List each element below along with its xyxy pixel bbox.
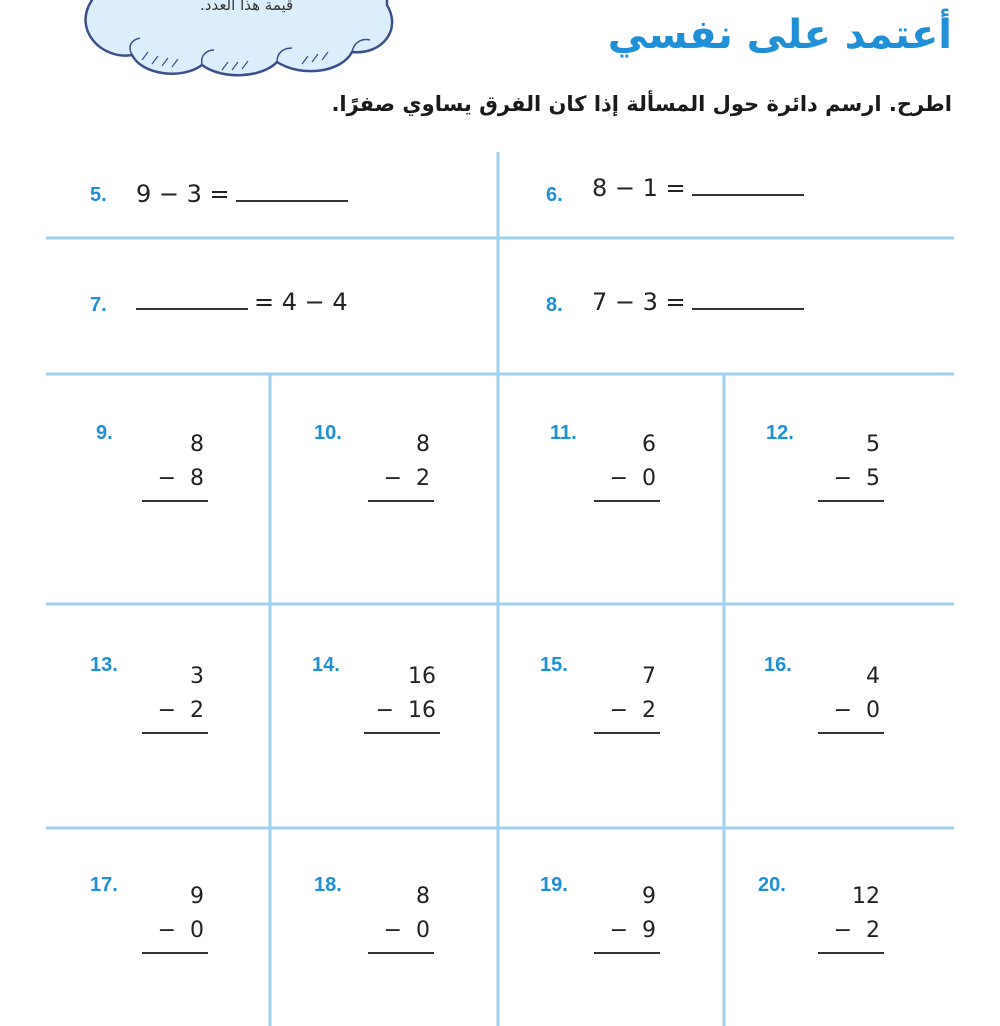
answer-line[interactable] — [142, 952, 208, 954]
equation-text: 9 − 3 = — [136, 180, 230, 208]
subtrahend: 16 — [408, 698, 436, 723]
problem-number: 20. — [758, 874, 786, 896]
problem-18 — [368, 880, 434, 954]
minus-sign: − — [383, 466, 402, 491]
subtrahend: 0 — [190, 918, 204, 943]
minus-sign: − — [833, 918, 852, 943]
minuend: 7 — [642, 664, 656, 689]
subtrahend: 9 — [642, 918, 656, 943]
minus-sign: − — [375, 698, 394, 723]
minus-sign: − — [833, 466, 852, 491]
subtrahend: 0 — [416, 918, 430, 943]
problem-7 — [130, 288, 348, 316]
answer-line[interactable] — [818, 500, 884, 502]
minus-sign: − — [157, 466, 176, 491]
answer-line[interactable] — [142, 732, 208, 734]
problem-number: 10. — [314, 422, 342, 444]
minus-sign: − — [157, 698, 176, 723]
instruction-text: اطرح. ارسم دائرة حول المسألة إذا كان الفرق يساوي صفرًا. — [331, 92, 952, 116]
problem-number: 15. — [540, 654, 568, 676]
answer-blank[interactable] — [692, 174, 804, 196]
minus-sign: − — [833, 698, 852, 723]
problem-number: 14. — [312, 654, 340, 676]
minus-sign: − — [383, 918, 402, 943]
minuend: 4 — [866, 664, 880, 689]
problem-number: 16. — [764, 654, 792, 676]
problem-16 — [818, 660, 884, 734]
minus-sign: − — [609, 918, 628, 943]
problem-11 — [594, 428, 660, 502]
problem-19 — [594, 880, 660, 954]
minuend: 5 — [866, 432, 880, 457]
answer-line[interactable] — [142, 500, 208, 502]
answer-blank[interactable] — [136, 288, 248, 310]
problem-12 — [818, 428, 884, 502]
minuend: 8 — [416, 432, 430, 457]
answer-line[interactable] — [818, 732, 884, 734]
minus-sign: − — [609, 466, 628, 491]
problem-8 — [592, 288, 810, 316]
answer-line[interactable] — [368, 952, 434, 954]
equation-text: = 4 − 4 — [254, 288, 348, 316]
equation-text: 7 − 3 = — [592, 288, 686, 316]
answer-line[interactable] — [368, 500, 434, 502]
minus-sign: − — [609, 698, 628, 723]
problem-number: 12. — [766, 422, 794, 444]
minuend: 9 — [190, 884, 204, 909]
problem-6 — [592, 174, 810, 202]
problem-number: 5. — [90, 184, 107, 206]
problem-10 — [368, 428, 434, 502]
subtrahend: 2 — [190, 698, 204, 723]
cloud-text: قيمة هذا العدد. — [200, 0, 294, 14]
problem-number: 7. — [90, 294, 107, 316]
problem-number: 18. — [314, 874, 342, 896]
problem-number: 13. — [90, 654, 118, 676]
minus-sign: − — [157, 918, 176, 943]
problem-9 — [142, 428, 208, 502]
minuend: 3 — [190, 664, 204, 689]
minuend: 16 — [408, 664, 436, 689]
answer-line[interactable] — [364, 732, 440, 734]
minuend: 8 — [416, 884, 430, 909]
subtrahend: 2 — [866, 918, 880, 943]
problem-15 — [594, 660, 660, 734]
subtrahend: 0 — [642, 466, 656, 491]
subtrahend: 8 — [190, 466, 204, 491]
problem-5 — [136, 180, 354, 208]
problem-number: 11. — [550, 422, 577, 444]
subtrahend: 5 — [866, 466, 880, 491]
answer-blank[interactable] — [236, 180, 348, 202]
problem-17 — [142, 880, 208, 954]
problem-number: 19. — [540, 874, 568, 896]
problem-number: 6. — [546, 184, 563, 206]
answer-line[interactable] — [818, 952, 884, 954]
problem-13 — [142, 660, 208, 734]
problem-number: 8. — [546, 294, 563, 316]
problem-number: 17. — [90, 874, 118, 896]
answer-line[interactable] — [594, 952, 660, 954]
equation-text: 8 − 1 = — [592, 174, 686, 202]
minuend: 9 — [642, 884, 656, 909]
subtrahend: 2 — [642, 698, 656, 723]
subtrahend: 2 — [416, 466, 430, 491]
problem-20 — [818, 880, 884, 954]
minuend: 8 — [190, 432, 204, 457]
minuend: 12 — [852, 884, 880, 909]
problem-number: 9. — [96, 422, 113, 444]
answer-line[interactable] — [594, 732, 660, 734]
problem-14 — [364, 660, 440, 734]
minuend: 6 — [642, 432, 656, 457]
answer-line[interactable] — [594, 500, 660, 502]
answer-blank[interactable] — [692, 288, 804, 310]
subtrahend: 0 — [866, 698, 880, 723]
page-title: أعتمد على نفسي — [607, 12, 952, 58]
